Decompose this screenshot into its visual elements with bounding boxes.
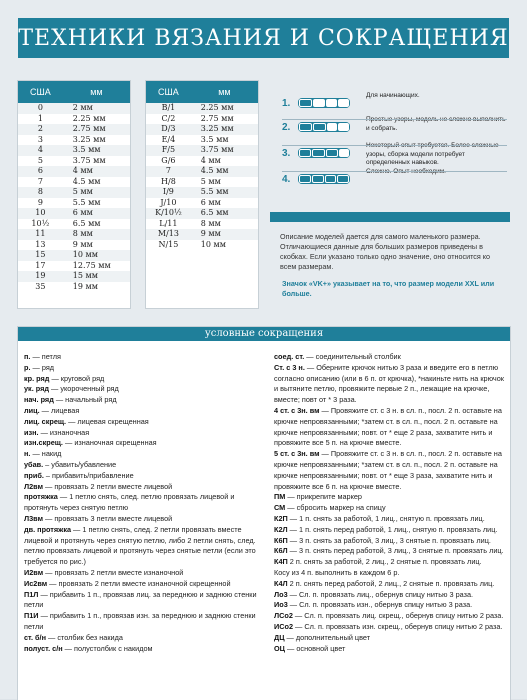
abbreviation-entry	[274, 536, 506, 547]
difficulty-meter	[298, 148, 350, 158]
title-banner	[18, 18, 509, 58]
difficulty-level	[270, 168, 510, 198]
header-us: США	[30, 87, 51, 97]
abbreviation-term: ОЦ	[274, 643, 286, 653]
size-us: 1	[37, 113, 43, 123]
abbreviation-term: И2вм	[24, 567, 44, 577]
level-number: 4.	[282, 174, 291, 185]
abbreviation-definition: — лицевая скрещенная	[66, 416, 149, 426]
size-mm: 4 мм	[72, 166, 93, 175]
abbreviation-definition: — 1 п. снять перед работой, 1 лиц., снятую п. провязать лиц.	[287, 524, 498, 534]
abbreviation-definition: — Провяжите ст. с 3 н. в сл. п., посл. 2 п. оставьте на крючке непровязанными; *затем ст. в сл. п., посл. 2 п. оставьте на крючке непровязанными; повт. от * еще 2 раза, захватите нить и провяжите все 5 п. на крючке вместе.	[274, 405, 502, 448]
abbreviation-definition: — 1 п. снять за работой, 1 лиц., снятую п. провязать лиц.	[287, 513, 485, 523]
abbreviation-definition: — Сл. п. провязать изн., обернув спицу нитью 3 раза.	[287, 600, 473, 610]
abbreviation-definition: — провязать 3 петли вместе лицевой	[42, 513, 173, 523]
abbreviation-term: Ло3	[274, 589, 288, 599]
meter-segment	[299, 99, 312, 107]
abbreviation-term: К6П	[274, 535, 288, 545]
divider	[282, 145, 507, 146]
divider	[282, 171, 507, 172]
meter-segment	[313, 99, 324, 107]
needle-size-table	[17, 80, 131, 309]
table-row	[146, 145, 258, 156]
abbreviation-definition: — 1 петлю снять, след. петлю провязать лицевой и протянуть через снятую петлю	[24, 492, 235, 513]
abbreviation-entry	[24, 471, 268, 482]
abbreviation-entry	[24, 525, 268, 568]
abbreviation-definition: — дополнительный цвет	[284, 632, 371, 642]
table-row	[146, 156, 258, 167]
table-row	[18, 198, 130, 209]
table-row	[18, 240, 130, 251]
abbreviation-definition: — Провяжите ст. с 3 н. в сл. п., посл. 2 п. оставьте на крючке непровязанными; *затем ст. в сл. п., посл. 2 п. оставьте на крючке непровязанными; повт. от * еще 3 раза, захватите нить и провяжите все 6 п. на крючке вместе.	[274, 449, 502, 491]
size-us: 4	[37, 145, 43, 154]
abbreviation-entry	[274, 406, 506, 449]
abbreviation-definition: — Сл. п. провязать лиц. скрещ., обернув спицу нитью 2 раза.	[292, 611, 504, 621]
size-us: 5	[37, 155, 43, 165]
abbreviation-term: ук. ряд	[24, 384, 50, 394]
abbreviation-term: К2П	[274, 513, 288, 523]
abbreviation-term: 5 ст. с 3н. вм	[274, 449, 320, 459]
abbreviation-definition: — петля	[30, 352, 61, 361]
abbreviation-definition: 2 п. снять за работой, 2 лиц., 2 снятые п. провязать лиц.	[287, 557, 482, 567]
abbreviation-entry	[274, 600, 506, 611]
abbreviation-entry	[274, 546, 506, 557]
size-mm: 6.5 мм	[72, 218, 101, 228]
size-mm: 5.5 мм	[200, 187, 229, 196]
size-us: J/10	[160, 197, 177, 207]
meter-segment	[313, 123, 326, 131]
size-us: 3	[37, 134, 43, 144]
abbreviation-entry	[24, 384, 268, 395]
level-description: Для начинающих.	[366, 92, 420, 99]
abbreviation-term: ЛСо2	[274, 611, 293, 621]
size-mm: 5.5 мм	[72, 197, 101, 207]
abbreviation-term: Ио3	[274, 600, 288, 610]
size-us: D/3	[161, 124, 176, 133]
abbreviation-entry	[274, 449, 506, 492]
size-mm: 2.75 мм	[200, 113, 234, 123]
abbreviation-term: ДЦ	[274, 632, 285, 642]
abbreviation-definition: — изнаночная	[38, 427, 90, 437]
size-mm: 3.5 мм	[72, 145, 101, 154]
meter-segment	[312, 175, 324, 183]
size-us: 10½	[31, 218, 50, 228]
abbreviation-definition: — основной цвет	[285, 643, 346, 653]
abbreviation-entry	[24, 482, 268, 493]
size-mm: 9 мм	[200, 229, 221, 238]
abbreviation-term: п.	[24, 352, 31, 361]
abbreviation-entry	[24, 460, 268, 471]
abbreviations-right-column	[274, 352, 506, 654]
abbreviation-definition: — полустолбик с накидом	[62, 643, 153, 653]
abbreviation-entry	[24, 363, 268, 374]
meter-segment	[299, 123, 312, 131]
size-mm: 3.25 мм	[200, 124, 234, 133]
table-row	[18, 261, 130, 272]
size-mm: 6 мм	[200, 197, 221, 207]
abbreviations-panel	[17, 326, 511, 700]
size-us: B/1	[161, 103, 176, 112]
abbreviation-definition: — соединительный столбик	[304, 352, 401, 361]
abbreviation-definition: — прибавить 1 п., провязав изн. за переднюю и заднюю стенки петли	[24, 611, 256, 631]
size-mm: 12.75 мм	[72, 260, 111, 270]
table-row	[18, 177, 130, 188]
abbreviation-term: убав.	[24, 459, 44, 469]
needle-table-header	[18, 81, 130, 103]
size-us: C/2	[161, 113, 176, 123]
size-mm: 5 мм	[72, 187, 93, 196]
size-us: 7	[37, 176, 43, 186]
abbreviation-entry	[24, 395, 268, 406]
abbreviation-definition: — 1 петлю снять, след. 2 петли провязать вместе лицевой и протянуть через снятую петлю, либо 2 петли снять, след. петлю провязать лицевой и протянуть через снятые петли (если это требуется по рис.)	[24, 524, 256, 567]
abbreviation-entry	[274, 644, 506, 655]
size-us: E/4	[161, 134, 176, 144]
abbreviation-entry	[24, 568, 268, 579]
abbreviations-title: условные сокращения	[18, 327, 510, 341]
difficulty-meter	[298, 122, 350, 132]
difficulty-meter	[298, 174, 350, 184]
meter-segment	[312, 149, 324, 157]
table-row	[18, 219, 130, 230]
size-mm: 2.75 мм	[72, 124, 106, 133]
table-row	[18, 135, 130, 146]
size-mm: 3.75 мм	[200, 145, 234, 154]
abbreviation-entry	[274, 590, 506, 601]
abbreviation-term: приб.	[24, 470, 44, 480]
table-row	[18, 250, 130, 261]
abbreviation-term: лиц.	[24, 405, 40, 415]
table-row	[146, 103, 258, 114]
table-row	[146, 187, 258, 198]
abbreviation-entry	[24, 428, 268, 439]
abbreviations-left-column	[24, 352, 268, 654]
abbreviation-definition: — Оберните крючок нитью 3 раза и введите его в петлю согласно описанию (или в 6 п. от крючка), *накиньте нить на крючок и вытяните петлю, провяжите первые 2 п., лежащие на крючке, вместе; повт от * 3 раза.	[274, 362, 504, 405]
table-row	[18, 187, 130, 198]
abbreviation-term: Л3вм	[24, 513, 43, 523]
table-row	[146, 219, 258, 230]
table-row	[146, 198, 258, 209]
size-us: H/8	[161, 176, 176, 186]
abbreviation-definition: — начальный ряд	[53, 395, 117, 405]
abbreviation-entry	[274, 579, 506, 590]
abbreviation-definition: — прикрепите маркер	[285, 492, 362, 502]
table-row	[146, 229, 258, 240]
meter-segment	[337, 175, 349, 183]
abbreviation-entry	[274, 514, 506, 525]
abbreviation-term: Л2вм	[24, 481, 43, 491]
abbreviation-entry	[274, 568, 506, 579]
abbreviation-definition: — 3 п. снять перед работой, 3 лиц., 3 снятые п. провязать лиц.	[287, 546, 504, 556]
abbreviation-term: К4Л	[274, 578, 288, 588]
abbreviation-term: СМ	[274, 503, 286, 513]
meter-segment	[299, 175, 311, 183]
abbreviation-definition: — Сл. п. провязать лиц., обернув спицу нитью 3 раза.	[287, 589, 474, 599]
size-mm: 5 мм	[200, 176, 221, 186]
size-us: 6	[37, 166, 43, 175]
abbreviation-entry	[274, 492, 506, 503]
abbreviation-entry	[24, 492, 268, 514]
size-us: 8	[37, 187, 43, 196]
hook-size-table	[145, 80, 259, 309]
abbreviation-definition: Косу из 4 п. выполнить в каждом 6 р.	[274, 567, 400, 577]
size-mm: 8 мм	[72, 229, 93, 238]
level-number: 1.	[282, 98, 291, 109]
abbreviation-entry	[274, 352, 506, 363]
note-bar	[270, 212, 510, 222]
meter-segment	[339, 149, 349, 157]
abbreviation-term: р.	[24, 362, 31, 372]
size-us: 2	[37, 124, 43, 133]
abbreviation-entry	[274, 633, 506, 644]
size-us: 15	[35, 250, 46, 259]
size-mm: 15 мм	[72, 271, 98, 280]
hook-table-header	[146, 81, 258, 103]
table-row	[18, 229, 130, 240]
abbreviation-term: лиц. скрещ.	[24, 416, 67, 426]
hook-table-rows	[146, 103, 258, 250]
size-mm: 6 мм	[72, 208, 93, 217]
size-us: 7	[165, 166, 171, 175]
abbreviation-term: кр. ряд	[24, 373, 50, 383]
size-us: L/11	[159, 218, 178, 228]
size-us: 11	[35, 229, 46, 238]
table-row	[146, 240, 258, 251]
page-title: ТЕХНИКИ ВЯЗАНИЯ И СОКРАЩЕНИЯ	[18, 25, 509, 51]
size-us: M/13	[157, 229, 179, 238]
divider	[282, 119, 507, 120]
table-row	[18, 124, 130, 135]
table-row	[146, 177, 258, 188]
size-mm: 3.75 мм	[72, 155, 106, 165]
size-us: 35	[35, 281, 46, 291]
size-mm: 3.5 мм	[200, 134, 229, 144]
size-us: 17	[35, 260, 46, 270]
size-mm: 10 мм	[72, 250, 98, 259]
difficulty-meter	[298, 98, 350, 108]
abbreviation-entry	[274, 525, 506, 536]
abbreviation-entry	[274, 557, 506, 568]
table-row	[146, 135, 258, 146]
abbreviation-entry	[274, 622, 506, 633]
size-mm: 4.5 мм	[72, 176, 101, 186]
table-row	[18, 282, 130, 293]
table-row	[146, 166, 258, 177]
table-row	[146, 208, 258, 219]
abbreviation-term: 4 ст. с 3н. вм	[274, 405, 320, 415]
level-number: 2.	[282, 122, 291, 133]
abbreviation-entry	[274, 363, 506, 406]
abbreviation-definition: – прибавить/прибавление	[43, 470, 134, 480]
abbreviation-entry	[24, 514, 268, 525]
meter-segment	[325, 175, 337, 183]
abbreviation-definition: — накид	[30, 449, 62, 459]
abbreviation-entry	[24, 417, 268, 428]
size-us: 9	[37, 197, 43, 207]
level-description: узоры, сборка модели потребует определенных навыков.	[366, 150, 465, 166]
abbreviation-definition: — 3 п. снять за работой, 3 лиц., 3 снятые п. провязать лиц.	[287, 535, 491, 545]
abbreviation-definition: — прибавить 1 п., провязав лиц. за переднюю и заднюю стенки петли	[24, 589, 257, 610]
size-us: 10	[35, 208, 46, 217]
size-mm: 6.5 мм	[200, 208, 229, 217]
abbreviation-entry	[24, 352, 268, 363]
abbreviation-definition: — провязать 2 петли вместе изнаночной	[43, 567, 184, 577]
abbreviation-definition: — круговой ряд	[49, 373, 105, 383]
size-us: N/15	[158, 239, 179, 249]
abbreviation-term: изн.	[24, 427, 39, 437]
size-us: 0	[37, 103, 43, 112]
meter-segment	[327, 123, 338, 131]
meter-segment	[326, 149, 338, 157]
table-row	[18, 166, 130, 177]
size-us: 13	[35, 239, 46, 249]
table-row	[18, 156, 130, 167]
abbreviation-term: Ст. с 3 н.	[274, 362, 305, 372]
abbreviation-definition: – убавить/убавление	[43, 459, 117, 469]
size-mm: 3.25 мм	[72, 134, 106, 144]
abbreviation-definition: — Сл. п. провязать изн. скрещ., обернув спицу нитью 2 раза.	[293, 621, 503, 631]
abbreviation-term: н.	[24, 449, 31, 459]
header-mm: мм	[90, 87, 103, 97]
abbreviation-definition: — провязать 2 петли вместе изнаночной скрещенной	[47, 578, 231, 588]
abbreviation-entry	[24, 644, 268, 655]
size-mm: 2.25 мм	[200, 103, 234, 112]
size-mm: 9 мм	[72, 239, 93, 249]
abbreviation-term: П1Л	[24, 589, 39, 599]
abbreviation-term: изн.скрещ.	[24, 438, 63, 448]
header-mm: мм	[218, 87, 231, 97]
abbreviation-term: ПМ	[274, 492, 286, 502]
size-mm: 2 мм	[72, 103, 93, 112]
abbreviation-entry	[24, 438, 268, 449]
abbreviation-term: ст. б/н	[24, 632, 46, 642]
meter-segment	[338, 123, 349, 131]
abbreviation-definition: — столбик без накида	[46, 632, 123, 642]
size-note: Описание моделей дается для самого маленького размера. Отличающиеся данные для больших размеров приведены в скобках. Если указано только одно значение, оно относится ко всем размерам.	[280, 232, 491, 271]
abbreviation-term: К4П	[274, 557, 288, 567]
abbreviation-entry	[274, 611, 506, 622]
size-mm: 8 мм	[200, 218, 221, 228]
size-us: 19	[35, 271, 46, 280]
abbreviation-entry	[24, 406, 268, 417]
abbreviation-entry	[24, 590, 268, 612]
header-us: США	[158, 87, 179, 97]
size-mm: 4 мм	[200, 155, 221, 165]
size-mm: 19 мм	[72, 281, 98, 291]
level-description: и собрать.	[366, 124, 398, 132]
abbreviation-definition: — ряд	[30, 362, 55, 372]
size-us: G/6	[161, 155, 176, 165]
table-row	[146, 124, 258, 135]
abbreviation-entry	[24, 579, 268, 590]
abbreviation-term: нач. ряд	[24, 395, 54, 405]
table-row	[146, 114, 258, 125]
abbreviation-entry	[24, 633, 268, 644]
abbreviation-term: К6Л	[274, 546, 288, 556]
meter-segment	[299, 149, 311, 157]
abbreviation-term: К2Л	[274, 524, 288, 534]
abbreviation-entry	[24, 449, 268, 460]
table-row	[18, 208, 130, 219]
abbreviation-definition: — укороченный ряд	[49, 384, 119, 394]
abbreviation-definition: — сбросить маркер на спицу	[285, 503, 386, 513]
abbreviation-term: дв. протяжка	[24, 524, 72, 534]
meter-segment	[326, 99, 337, 107]
level-number: 3.	[282, 148, 291, 159]
abbreviation-definition: — изнаночная скрещенная	[62, 438, 157, 448]
table-row	[18, 145, 130, 156]
size-mm: 2.25 мм	[72, 113, 106, 123]
abbreviation-term: ИСо2	[274, 621, 294, 631]
table-row	[18, 114, 130, 125]
level-description	[366, 168, 506, 177]
size-mm: 4.5 мм	[200, 166, 229, 175]
abbreviation-definition: — лицевая	[39, 405, 80, 415]
size-mm: 10 мм	[200, 239, 226, 249]
abbreviation-term: полуст. с/н	[24, 643, 63, 653]
size-us: F/5	[161, 145, 176, 154]
needle-table-rows	[18, 103, 130, 292]
abbreviation-term: соед. ст.	[274, 352, 305, 361]
table-row	[18, 271, 130, 282]
abbreviation-entry	[274, 503, 506, 514]
abbreviation-definition: — провязать 2 петли вместе лицевой	[42, 481, 173, 491]
size-us: K/10½	[155, 208, 182, 217]
meter-segment	[338, 99, 349, 107]
abbreviation-term: протяжка	[24, 492, 58, 502]
size-us: I/9	[162, 187, 174, 196]
abbreviation-definition: 2 п. снять перед работой, 2 лиц., 2 снятые п. провязать лиц.	[287, 578, 495, 588]
abbreviation-term: Ис2вм	[24, 578, 48, 588]
abbreviation-entry	[24, 374, 268, 385]
xxl-note: Значок «VK+» указывает на то, что размер модели XXL или больше.	[282, 279, 495, 298]
abbreviation-entry	[24, 611, 268, 633]
table-row	[18, 103, 130, 114]
abbreviation-term: П1И	[24, 611, 39, 621]
